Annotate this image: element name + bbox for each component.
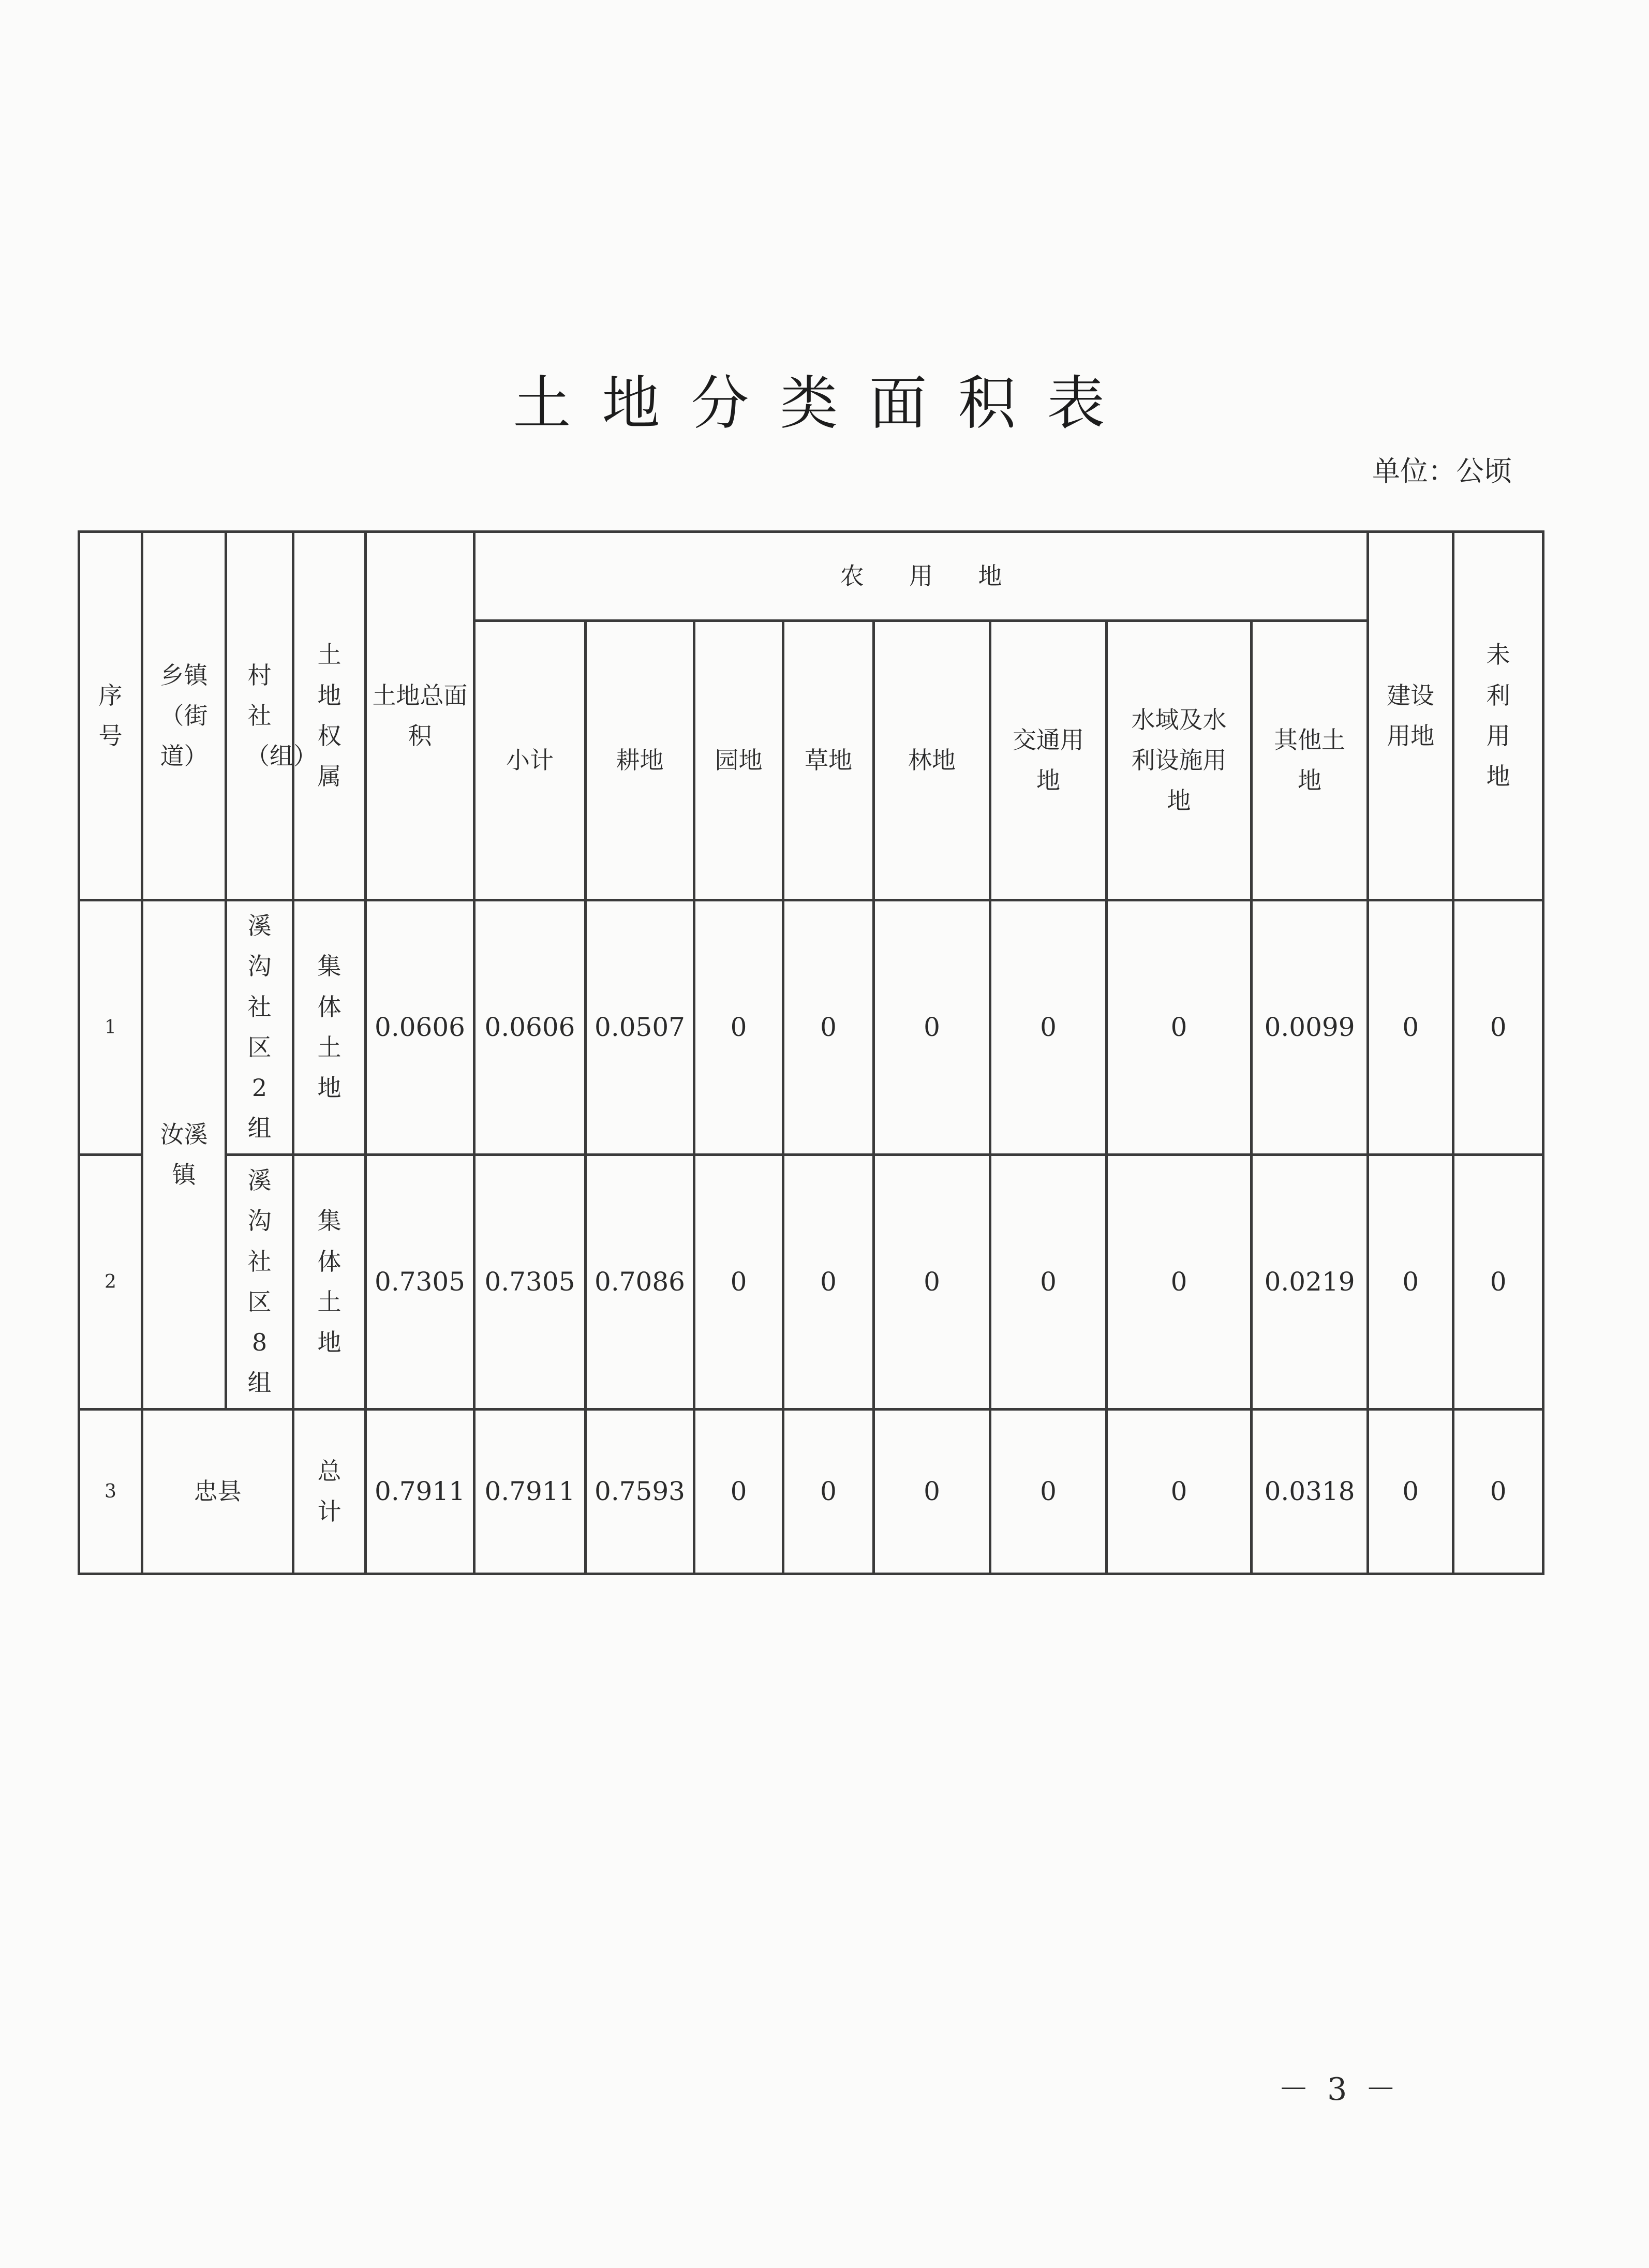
- ownership-cell: 集体土地: [293, 900, 366, 1155]
- transport-cell: 0: [990, 900, 1107, 1155]
- subtotal-cell: 0.0606: [474, 900, 586, 1155]
- header-garden: 园地: [694, 621, 783, 900]
- header-grass: 草地: [783, 621, 874, 900]
- land-classification-table: [78, 530, 1544, 1575]
- header-forest: 林地: [874, 621, 990, 900]
- subtotal-cell: 0.7305: [474, 1155, 586, 1410]
- unused-cell: 0: [1453, 1410, 1543, 1574]
- row-seq: 3: [79, 1410, 142, 1574]
- header-subtotal: 小计: [474, 621, 586, 900]
- water-cell: 0: [1107, 1410, 1252, 1574]
- table-row: [79, 1155, 1543, 1410]
- other-cell: 0.0219: [1252, 1155, 1368, 1410]
- water-cell: 0: [1107, 1155, 1252, 1410]
- cultivated-cell: 0.7593: [586, 1410, 694, 1574]
- unused-cell: 0: [1453, 1155, 1543, 1410]
- unused-cell: 0: [1453, 900, 1543, 1155]
- grass-cell: 0: [783, 1155, 874, 1410]
- table-row: [79, 900, 1543, 1155]
- village-cell: 溪沟社区8组: [226, 1155, 293, 1410]
- ownership-cell: 集体土地: [293, 1155, 366, 1410]
- other-cell: 0.0099: [1252, 900, 1368, 1155]
- page-title: 土地分类面积表: [513, 370, 1136, 437]
- transport-cell: 0: [990, 1155, 1107, 1410]
- row-seq: 1: [79, 900, 142, 1155]
- header-town: 乡镇（街道）: [142, 532, 226, 900]
- other-cell: 0.0318: [1252, 1410, 1368, 1574]
- header-village: 村社（组）: [226, 532, 293, 900]
- header-row-top: [79, 532, 1543, 621]
- total-row: [79, 1410, 1543, 1574]
- construction-cell: 0: [1368, 1155, 1453, 1410]
- transport-cell: 0: [990, 1410, 1107, 1574]
- garden-cell: 0: [694, 1155, 783, 1410]
- town-cell: 汝溪镇: [142, 900, 226, 1410]
- row-seq: 2: [79, 1155, 142, 1410]
- header-construction: 建设用地: [1368, 532, 1453, 900]
- garden-cell: 0: [694, 900, 783, 1155]
- grass-cell: 0: [783, 1410, 874, 1574]
- subtotal-cell: 0.7911: [474, 1410, 586, 1574]
- header-other: 其他土地: [1252, 621, 1368, 900]
- total-area-cell: 0.7305: [366, 1155, 474, 1410]
- header-unused: 未利用地: [1453, 532, 1543, 900]
- unit-label: 单位：公顷: [1372, 455, 1512, 487]
- total-label-cell: 总计: [293, 1410, 366, 1574]
- page-number: － 3 －: [1278, 2071, 1401, 2108]
- forest-cell: 0: [874, 1410, 990, 1574]
- total-area-cell: 0.7911: [366, 1410, 474, 1574]
- construction-cell: 0: [1368, 900, 1453, 1155]
- forest-cell: 0: [874, 900, 990, 1155]
- county-cell: 忠县: [142, 1410, 293, 1574]
- garden-cell: 0: [694, 1410, 783, 1574]
- cultivated-cell: 0.7086: [586, 1155, 694, 1410]
- construction-cell: 0: [1368, 1410, 1453, 1574]
- header-agricultural-land: 农用地: [474, 532, 1368, 621]
- cultivated-cell: 0.0507: [586, 900, 694, 1155]
- header-seq: 序号: [79, 532, 142, 900]
- header-water: 水域及水利设施用地: [1107, 621, 1252, 900]
- water-cell: 0: [1107, 900, 1252, 1155]
- header-cultivated: 耕地: [586, 621, 694, 900]
- total-area-cell: 0.0606: [366, 900, 474, 1155]
- grass-cell: 0: [783, 900, 874, 1155]
- forest-cell: 0: [874, 1155, 990, 1410]
- village-cell: 溪沟社区2组: [226, 900, 293, 1155]
- header-total-area: 土地总面积: [366, 532, 474, 900]
- header-transport: 交通用地: [990, 621, 1107, 900]
- header-ownership: 土地权属: [293, 532, 366, 900]
